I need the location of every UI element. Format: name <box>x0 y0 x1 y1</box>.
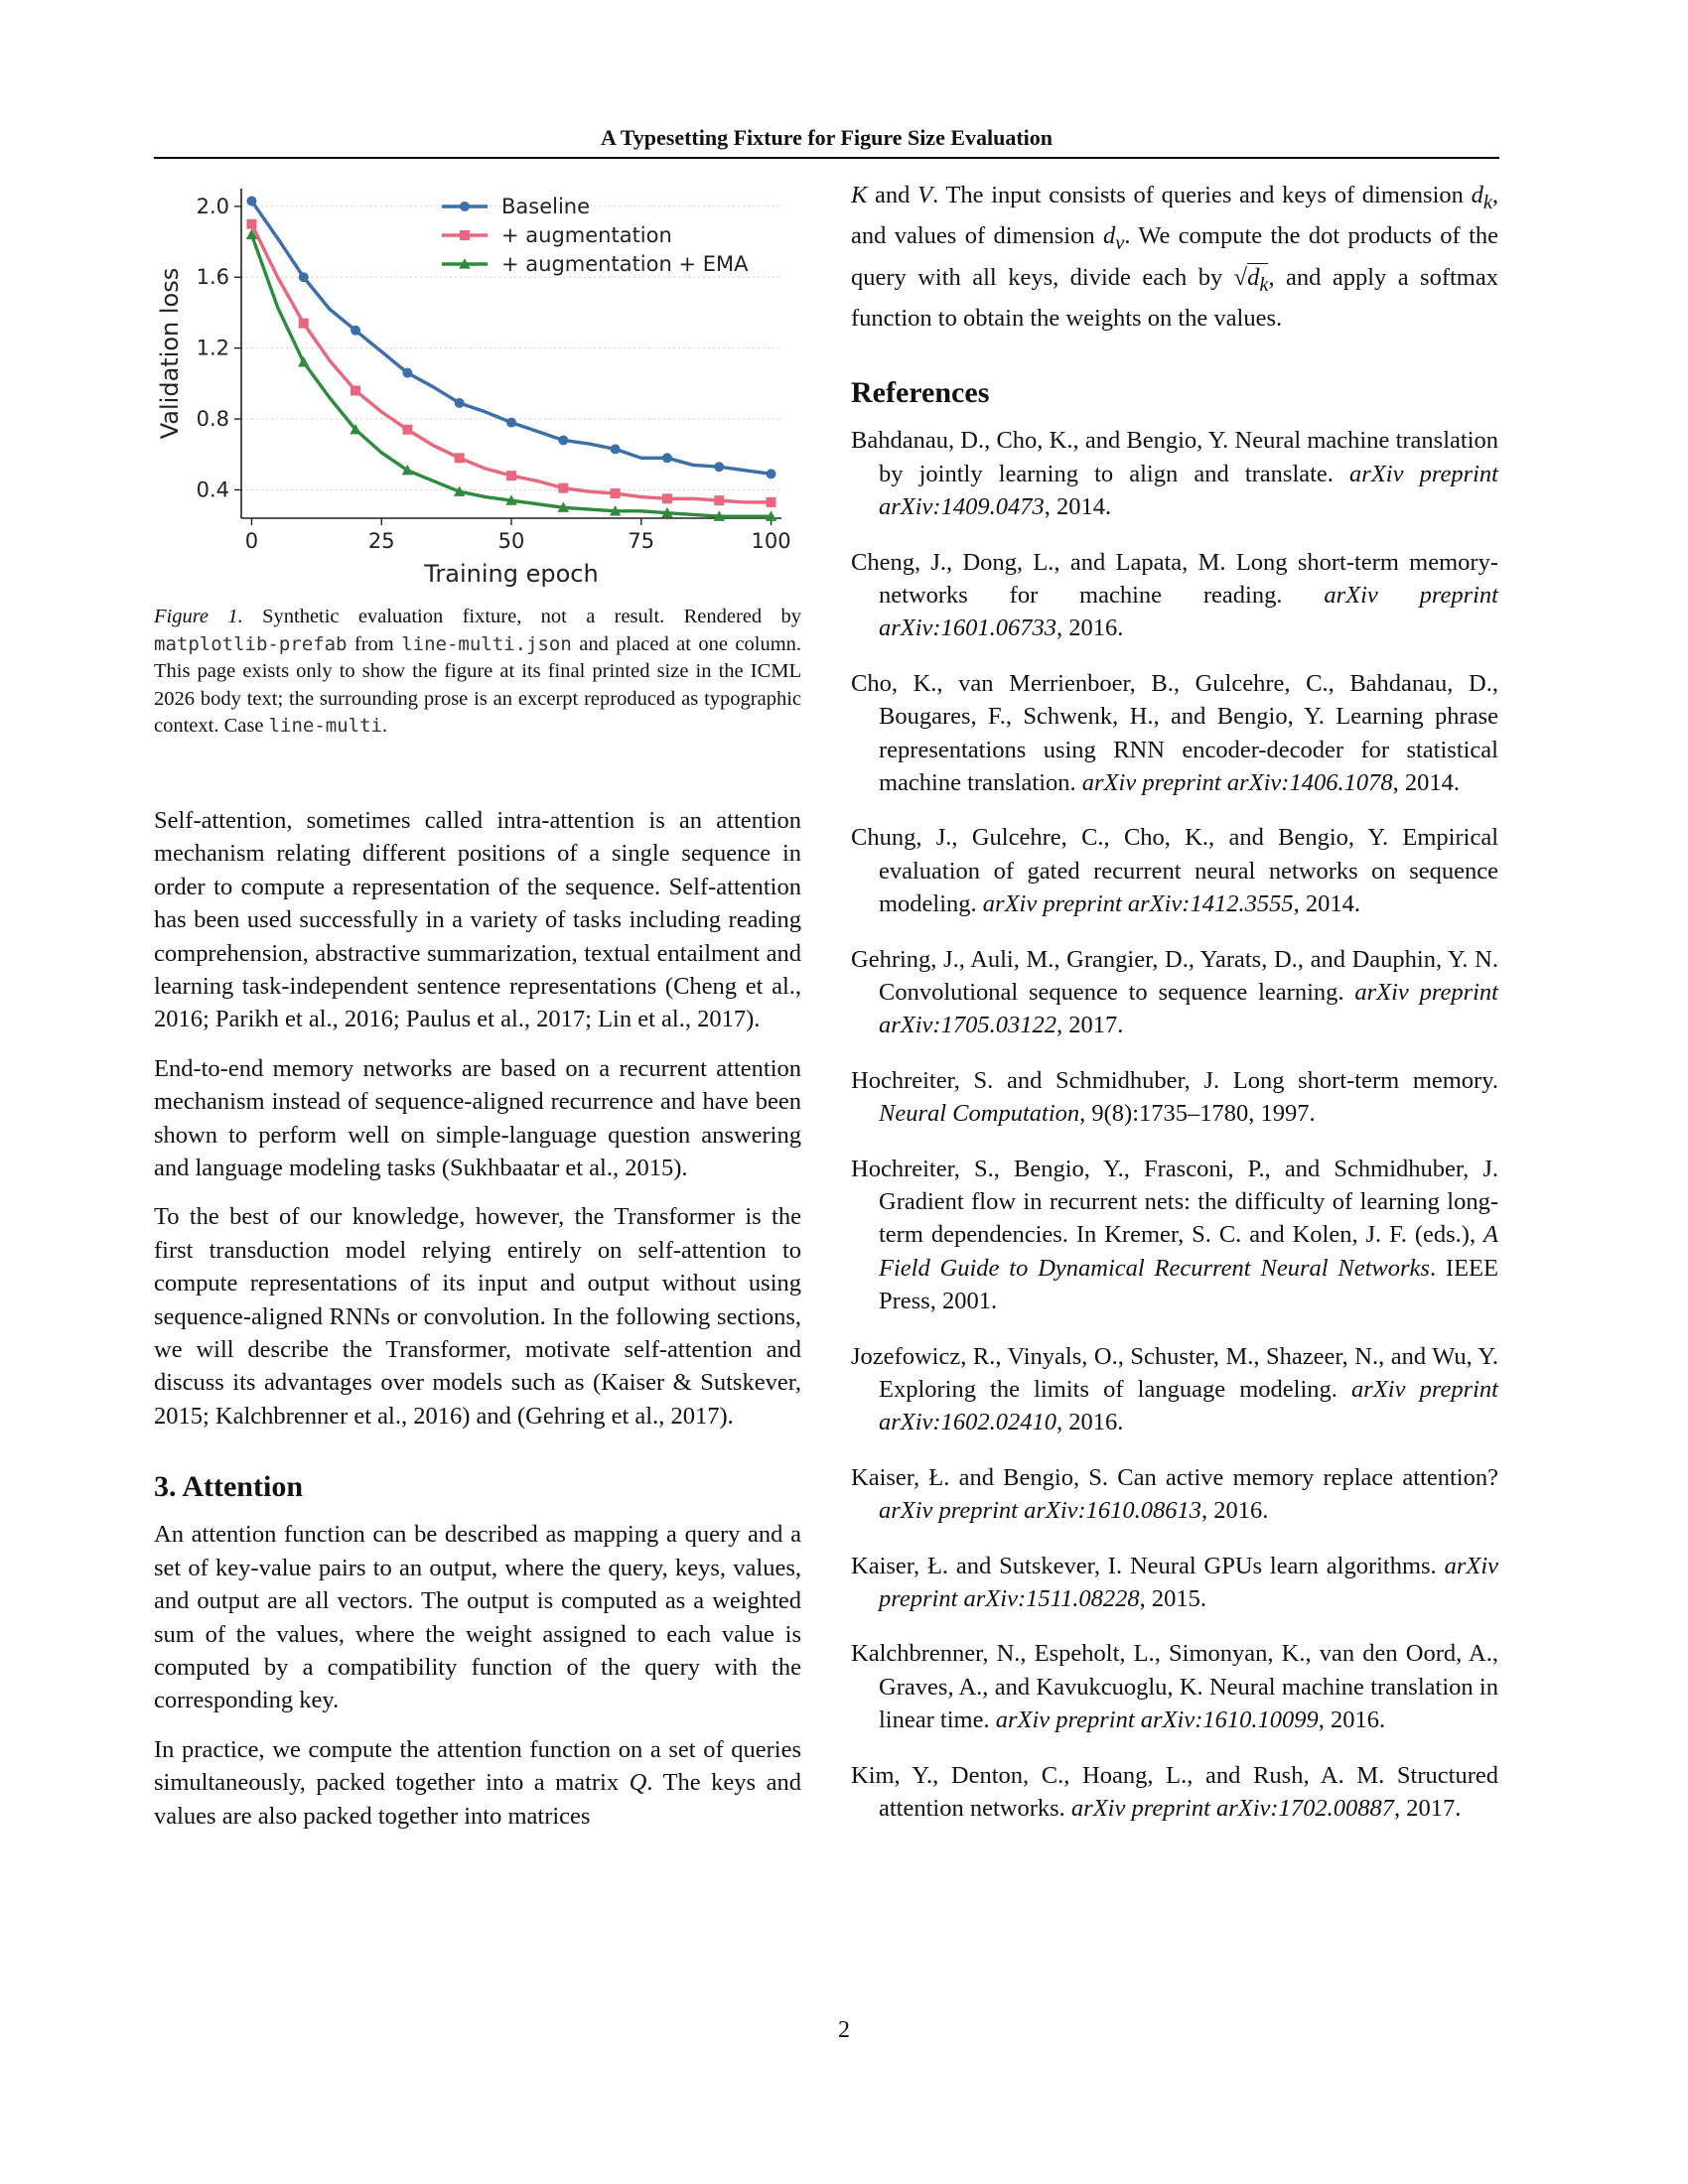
reference-venue: arXiv preprint arXiv:1602.02410 <box>879 1376 1498 1436</box>
reference-venue: arXiv preprint arXiv:1610.08613 <box>879 1497 1202 1525</box>
data-point <box>299 319 309 329</box>
reference-venue: arXiv preprint arXiv:1705.03122 <box>879 978 1498 1039</box>
page-number: 2 <box>838 2017 850 2043</box>
data-point <box>767 497 776 507</box>
math-dk-sub: k <box>1482 191 1492 213</box>
caption-code-2: line-multi.json <box>401 632 572 655</box>
x-tick-label: 50 <box>497 529 525 553</box>
reference-item <box>851 1461 1498 1528</box>
paragraph-attention-function: An attention function can be described as mapping a query and a set of key-value pairs to an output, where the query, keys, values, and output are all vectors. The output is computed as a weighted sum of the values, where the weight assigned to each value is computed by a compatibility function of the query with the corresponding key. <box>154 1521 801 1714</box>
right-column <box>851 179 1498 1847</box>
math-sqrt-sub: k <box>1259 273 1269 296</box>
practice-text-a: In practice, we compute the attention function on a set of queries simultaneously, packed together into a matrix <box>154 1735 801 1797</box>
reference-authors-title: Kaiser, Ł. and Sutskever, I. Neural GPUs learn algorithms. <box>851 1552 1445 1579</box>
reference-venue: Neural Computation <box>879 1100 1080 1128</box>
reference-item <box>851 943 1498 1042</box>
data-point <box>299 272 309 282</box>
math-q: Q <box>629 1769 647 1797</box>
math-dv-sub: v <box>1115 232 1125 255</box>
y-tick-label: 0.4 <box>196 478 229 502</box>
reference-item <box>851 546 1498 645</box>
figure-caption <box>154 604 801 741</box>
line-chart <box>154 179 801 596</box>
data-point <box>298 356 310 366</box>
continuation-and: and <box>875 182 911 208</box>
data-point <box>611 488 621 498</box>
y-tick-label: 0.8 <box>196 407 229 432</box>
reference-year: , 2017. <box>1393 1795 1462 1823</box>
reference-year: , 9(8):1735–1780, 1997. <box>1079 1100 1316 1128</box>
caption-label: Figure 1. <box>154 606 243 627</box>
reference-venue: A Field Guide to Dynamical Recurrent Neural Networks <box>879 1221 1498 1282</box>
caption-code-1: matplotlib-prefab <box>154 632 348 655</box>
reference-venue: arXiv preprint arXiv:1511.08228 <box>879 1552 1498 1613</box>
reference-venue: arXiv preprint arXiv:1409.0473 <box>879 460 1498 521</box>
data-point <box>402 425 412 435</box>
legend-entry: + augmentation + EMA <box>501 252 749 276</box>
reference-authors-title: Kaiser, Ł. and Bengio, S. Can active memory replace attention? <box>851 1463 1498 1491</box>
data-point <box>767 469 776 478</box>
data-point <box>402 368 412 378</box>
reference-authors-title: Cho, K., van Merrienboer, B., Gulcehre, C., Bahdanau, D., Bougares, F., Schwenk, H., and Bengio, Y. Learning phrase representations using RNN encoder-decoder for statistical machine translation. <box>851 669 1498 796</box>
data-point <box>246 219 256 229</box>
reference-year: , 2014. <box>1392 768 1460 796</box>
reference-item <box>851 1759 1498 1826</box>
reference-authors-title: Cheng, J., Dong, L., and Lapata, M. Long short-term memory-networks for machine reading. <box>851 548 1498 609</box>
y-tick-label: 1.6 <box>196 265 229 290</box>
x-tick-label: 25 <box>367 529 395 553</box>
figure-1 <box>154 179 801 741</box>
data-point <box>506 418 516 428</box>
data-point <box>246 196 256 205</box>
data-point <box>714 462 724 472</box>
data-point <box>714 495 724 505</box>
reference-authors-title: Kalchbrenner, N., Espeholt, L., Simonyan, K., van den Oord, A., Graves, A., and Kavukcuoglu, K. Neural machine translation in linear time. <box>851 1640 1498 1734</box>
data-point <box>506 471 516 480</box>
math-dv: d <box>1103 222 1116 250</box>
reference-item <box>851 667 1498 800</box>
sqrt-symbol: √ <box>1233 263 1248 291</box>
continuation-text-2: , and values of dimension <box>851 182 1499 250</box>
reference-venue: arXiv preprint arXiv:1610.10099 <box>995 1706 1319 1734</box>
reference-year: , 2016. <box>1055 614 1124 642</box>
continuation-text-3: . We compute the dot products of the query with all keys, divide each by <box>851 222 1499 291</box>
data-point <box>662 493 672 503</box>
reference-item <box>851 424 1498 523</box>
data-point <box>558 435 568 445</box>
running-head: A Typesetting Fixture for Figure Size Evaluation <box>600 125 1054 150</box>
data-point <box>455 398 465 408</box>
data-point <box>460 202 470 211</box>
legend-entry: + augmentation <box>501 223 672 247</box>
reference-authors-title: Chung, J., Gulcehre, C., Cho, K., and Bengio, Y. Empirical evaluation of gated recurrent neural networks on sequence modeling. <box>851 824 1498 918</box>
reference-authors-title: Bahdanau, D., Cho, K., and Bengio, Y. Neural machine translation by jointly learning to align and translate. <box>851 427 1498 487</box>
data-point <box>351 326 360 336</box>
y-axis-label: Validation loss <box>156 267 184 440</box>
x-tick-label: 0 <box>244 529 259 553</box>
x-axis-label: Training epoch <box>424 560 599 588</box>
reference-item <box>851 1153 1498 1318</box>
data-point <box>455 453 465 463</box>
section-heading-attention: 3. Attention <box>154 1470 303 1504</box>
reference-year: , 2014. <box>1044 493 1112 521</box>
paragraph-self-attention: Self-attention, sometimes called intra-attention is an attention mechanism relating different positions of a single sequence in order to compute a representation of the sequence. Self-attention has been used successfully in a variety of tasks including reading comprehension, abstractive summarization, textual entailment and learning task-independent sentence representations (Cheng et al., 2016; Parikh et al., 2016; Paulus et al., 2017; Lin et al., 2017). <box>154 806 801 1033</box>
x-tick-label: 100 <box>751 529 791 553</box>
reference-venue: arXiv preprint arXiv:1412.3555 <box>982 890 1294 918</box>
y-tick-label: 1.2 <box>196 336 229 360</box>
reference-year: , 2015. <box>1139 1585 1207 1613</box>
reference-item <box>851 1550 1498 1616</box>
paragraph-continuation <box>851 179 1498 335</box>
data-point <box>611 444 621 454</box>
reference-venue: arXiv preprint arXiv:1702.00887 <box>1070 1795 1394 1823</box>
x-tick-label: 75 <box>628 529 655 553</box>
reference-authors-title: Kim, Y., Denton, C., Hoang, L., and Rush, A. M. Structured attention networks. <box>851 1761 1498 1823</box>
references-heading: References <box>851 376 990 410</box>
y-tick-label: 2.0 <box>196 194 229 218</box>
caption-text-1: Synthetic evaluation fixture, not a result. Rendered by <box>262 606 802 627</box>
legend-entry: Baseline <box>501 195 591 218</box>
left-column <box>154 179 801 1848</box>
reference-authors-title: Hochreiter, S. and Schmidhuber, J. Long short-term memory. <box>851 1066 1498 1094</box>
math-v: V <box>917 182 933 208</box>
paragraph-memory-networks: End-to-end memory networks are based on a recurrent attention mechanism instead of sequence-aligned recurrence and have been shown to perform well on simple-language question answering and language modeling tasks (Sukhbaatar et al., 2015). <box>154 1054 801 1182</box>
paragraph-attention-practice <box>154 1733 801 1833</box>
sqrt-radicand <box>1247 263 1269 296</box>
reference-year: , 2016. <box>1055 1409 1124 1436</box>
reference-item <box>851 821 1498 920</box>
data-point <box>558 483 568 493</box>
reference-year: , 2016. <box>1201 1497 1269 1525</box>
caption-code-3: line-multi <box>268 715 382 738</box>
reference-year: . IEEE Press, 2001. <box>879 1254 1498 1315</box>
data-point <box>351 385 360 395</box>
reference-item <box>851 1340 1498 1439</box>
reference-item <box>851 1064 1498 1131</box>
header-rule <box>154 157 1499 159</box>
caption-text-2: from <box>353 632 394 655</box>
reference-item <box>851 1637 1498 1736</box>
caption-text-3: and placed at one column. This page exists only to show the figure at its final printed size in the ICML 2026 body text; the surrounding prose is an excerpt reproduced as typographic context. Case <box>154 632 802 738</box>
math-dk: d <box>1471 182 1483 208</box>
paragraph-transformer: To the best of our knowledge, however, the Transformer is the first transduction model relying entirely on self-attention to compute representations of its input and output without using sequence-aligned RNNs or convolution. In the following sections, we will describe the Transformer, motivate self-attention and discuss its advantages over models such as (Kaiser & Sutskever, 2015; Kalchbrenner et al., 2016) and (Gehring et al., 2017). <box>154 1203 801 1430</box>
reference-venue: arXiv preprint arXiv:1406.1078 <box>1081 768 1393 796</box>
data-point <box>662 453 672 463</box>
data-point <box>460 230 470 240</box>
reference-authors-title: Gehring, J., Auli, M., Grangier, D., Yarats, D., and Dauphin, Y. N. Convolutional sequence to sequence learning. <box>851 945 1498 1006</box>
reference-year: , 2016. <box>1318 1706 1386 1734</box>
reference-venue: arXiv preprint arXiv:1601.06733 <box>879 581 1498 642</box>
reference-year: , 2014. <box>1293 890 1360 918</box>
continuation-text-4: , and apply a softmax function to obtain the weights on the values. <box>851 263 1498 332</box>
reference-authors-title: Hochreiter, S., Bengio, Y., Frasconi, P., and Schmidhuber, J. Gradient flow in recurrent nets: the difficulty of learning long-term dependencies. In Kremer, S. C. and Kolen, J. F. (eds.), <box>851 1155 1498 1249</box>
reference-list <box>851 424 1498 1825</box>
reference-year: , 2017. <box>1055 1012 1124 1039</box>
reference-authors-title: Jozefowicz, R., Vinyals, O., Schuster, M., Shazeer, N., and Wu, Y. Exploring the limits of language modeling. <box>851 1342 1498 1404</box>
math-k: K <box>851 182 868 208</box>
practice-text-b: . The keys and values are also packed together into matrices <box>154 1769 801 1830</box>
continuation-text-1: . The input consists of queries and keys of dimension <box>932 182 1464 208</box>
math-sqrt-d: d <box>1247 263 1260 291</box>
caption-text-4: . <box>381 715 388 738</box>
